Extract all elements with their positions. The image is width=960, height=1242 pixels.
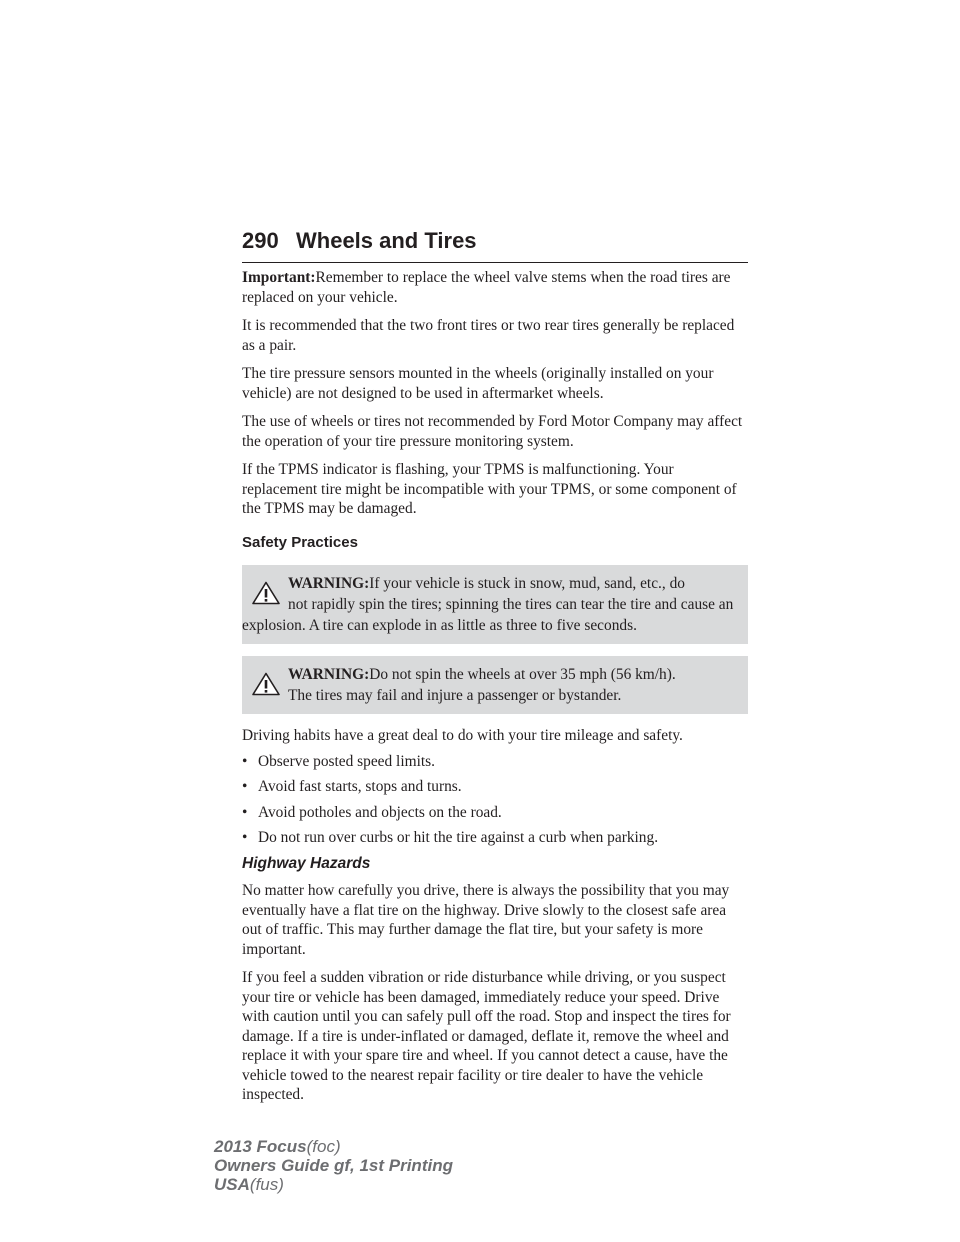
paragraph: If the TPMS indicator is flashing, your TPMS is malfunctioning. Your replacement tire might be incompatible with your TPMS, or some component of the TPMS may be damaged.: [242, 461, 737, 517]
warning-text: If your vehicle is stuck in snow, mud, sand, etc., do: [369, 575, 685, 592]
driving-habits-paragraph: Driving habits have a great deal to do with your tire mileage and safety.: [242, 727, 683, 744]
highway-hazards-heading: Highway Hazards: [242, 854, 371, 872]
bullet-icon: •: [242, 829, 248, 846]
list-item: • Avoid potholes and objects on the road.: [242, 803, 502, 821]
footer-line-market: USA(fus): [214, 1175, 284, 1194]
important-text: Remember to replace the wheel valve stems when the road tires are replaced on your vehicle.: [242, 269, 731, 306]
warning-box: [242, 565, 748, 644]
warning-label: WARNING:: [288, 575, 370, 592]
bullet-icon: •: [242, 752, 248, 770]
warning-triangle-icon: [252, 672, 280, 696]
bullet-icon: •: [242, 778, 248, 795]
footer-line-guide: Owners Guide gf, 1st Printing: [214, 1156, 453, 1175]
bullet-icon: •: [242, 803, 248, 821]
paragraph: The use of wheels or tires not recommended by Ford Motor Company may affect the operation of your tire pressure monitoring system.: [242, 413, 743, 450]
warning-box: [242, 656, 748, 714]
important-label: Important:: [242, 269, 316, 286]
list-item: • Avoid fast starts, stops and turns.: [242, 778, 462, 795]
important-paragraph: [242, 268, 748, 307]
warning-first-line: [288, 573, 742, 594]
footer-line-model: 2013 Focus(foc): [214, 1137, 341, 1156]
list-item: • Do not run over curbs or hit the tire against a curb when parking.: [242, 829, 659, 846]
warning-text: Do not spin the wheels at over 35 mph (56 km/h).: [369, 666, 676, 683]
paragraph: It is recommended that the two front tires or two rear tires generally be replaced as a pair.: [242, 317, 735, 354]
page-number: 290: [242, 228, 279, 253]
list-item: • Observe posted speed limits.: [242, 752, 435, 770]
page-content: [242, 268, 748, 1114]
warning-text-rest: The tires may fail and injure a passenger or bystander.: [288, 687, 622, 704]
warning-first-line: [288, 664, 742, 685]
page-footer: [214, 1137, 453, 1194]
page-header: [242, 226, 748, 263]
safety-practices-heading: Safety Practices: [242, 533, 358, 551]
warning-text-rest: not rapidly spin the tires; spinning the tires can tear the tire and cause an explosion. A tire can explode in as little as three to five seconds.: [242, 596, 734, 634]
warning-label: WARNING:: [288, 666, 370, 683]
paragraph: The tire pressure sensors mounted in the wheels (originally installed on your vehicle) are not designed to be used in aftermarket wheels.: [242, 365, 714, 402]
bullet-list: [242, 752, 748, 848]
paragraph: No matter how carefully you drive, there is always the possibility that you may eventually have a flat tire on the highway. Drive slowly to the closest safe area out of traffic. This may further damage the flat tire, but your safety is more important.: [242, 882, 730, 958]
paragraph: If you feel a sudden vibration or ride disturbance while driving, or you suspect your tire or vehicle has been damaged, immediately reduce your speed. Drive with caution until you can safely pull off the road. Stop and inspect the tires for damage. If a tire is under-inflated or damaged, deflate it, remove the wheel and replace it with your spare tire and wheel. If you cannot detect a cause, have the vehicle towed to the nearest repair facility or tire dealer to have the vehicle inspected.: [242, 969, 731, 1103]
warning-triangle-icon: [252, 581, 280, 605]
section-title: Wheels and Tires: [296, 228, 477, 253]
